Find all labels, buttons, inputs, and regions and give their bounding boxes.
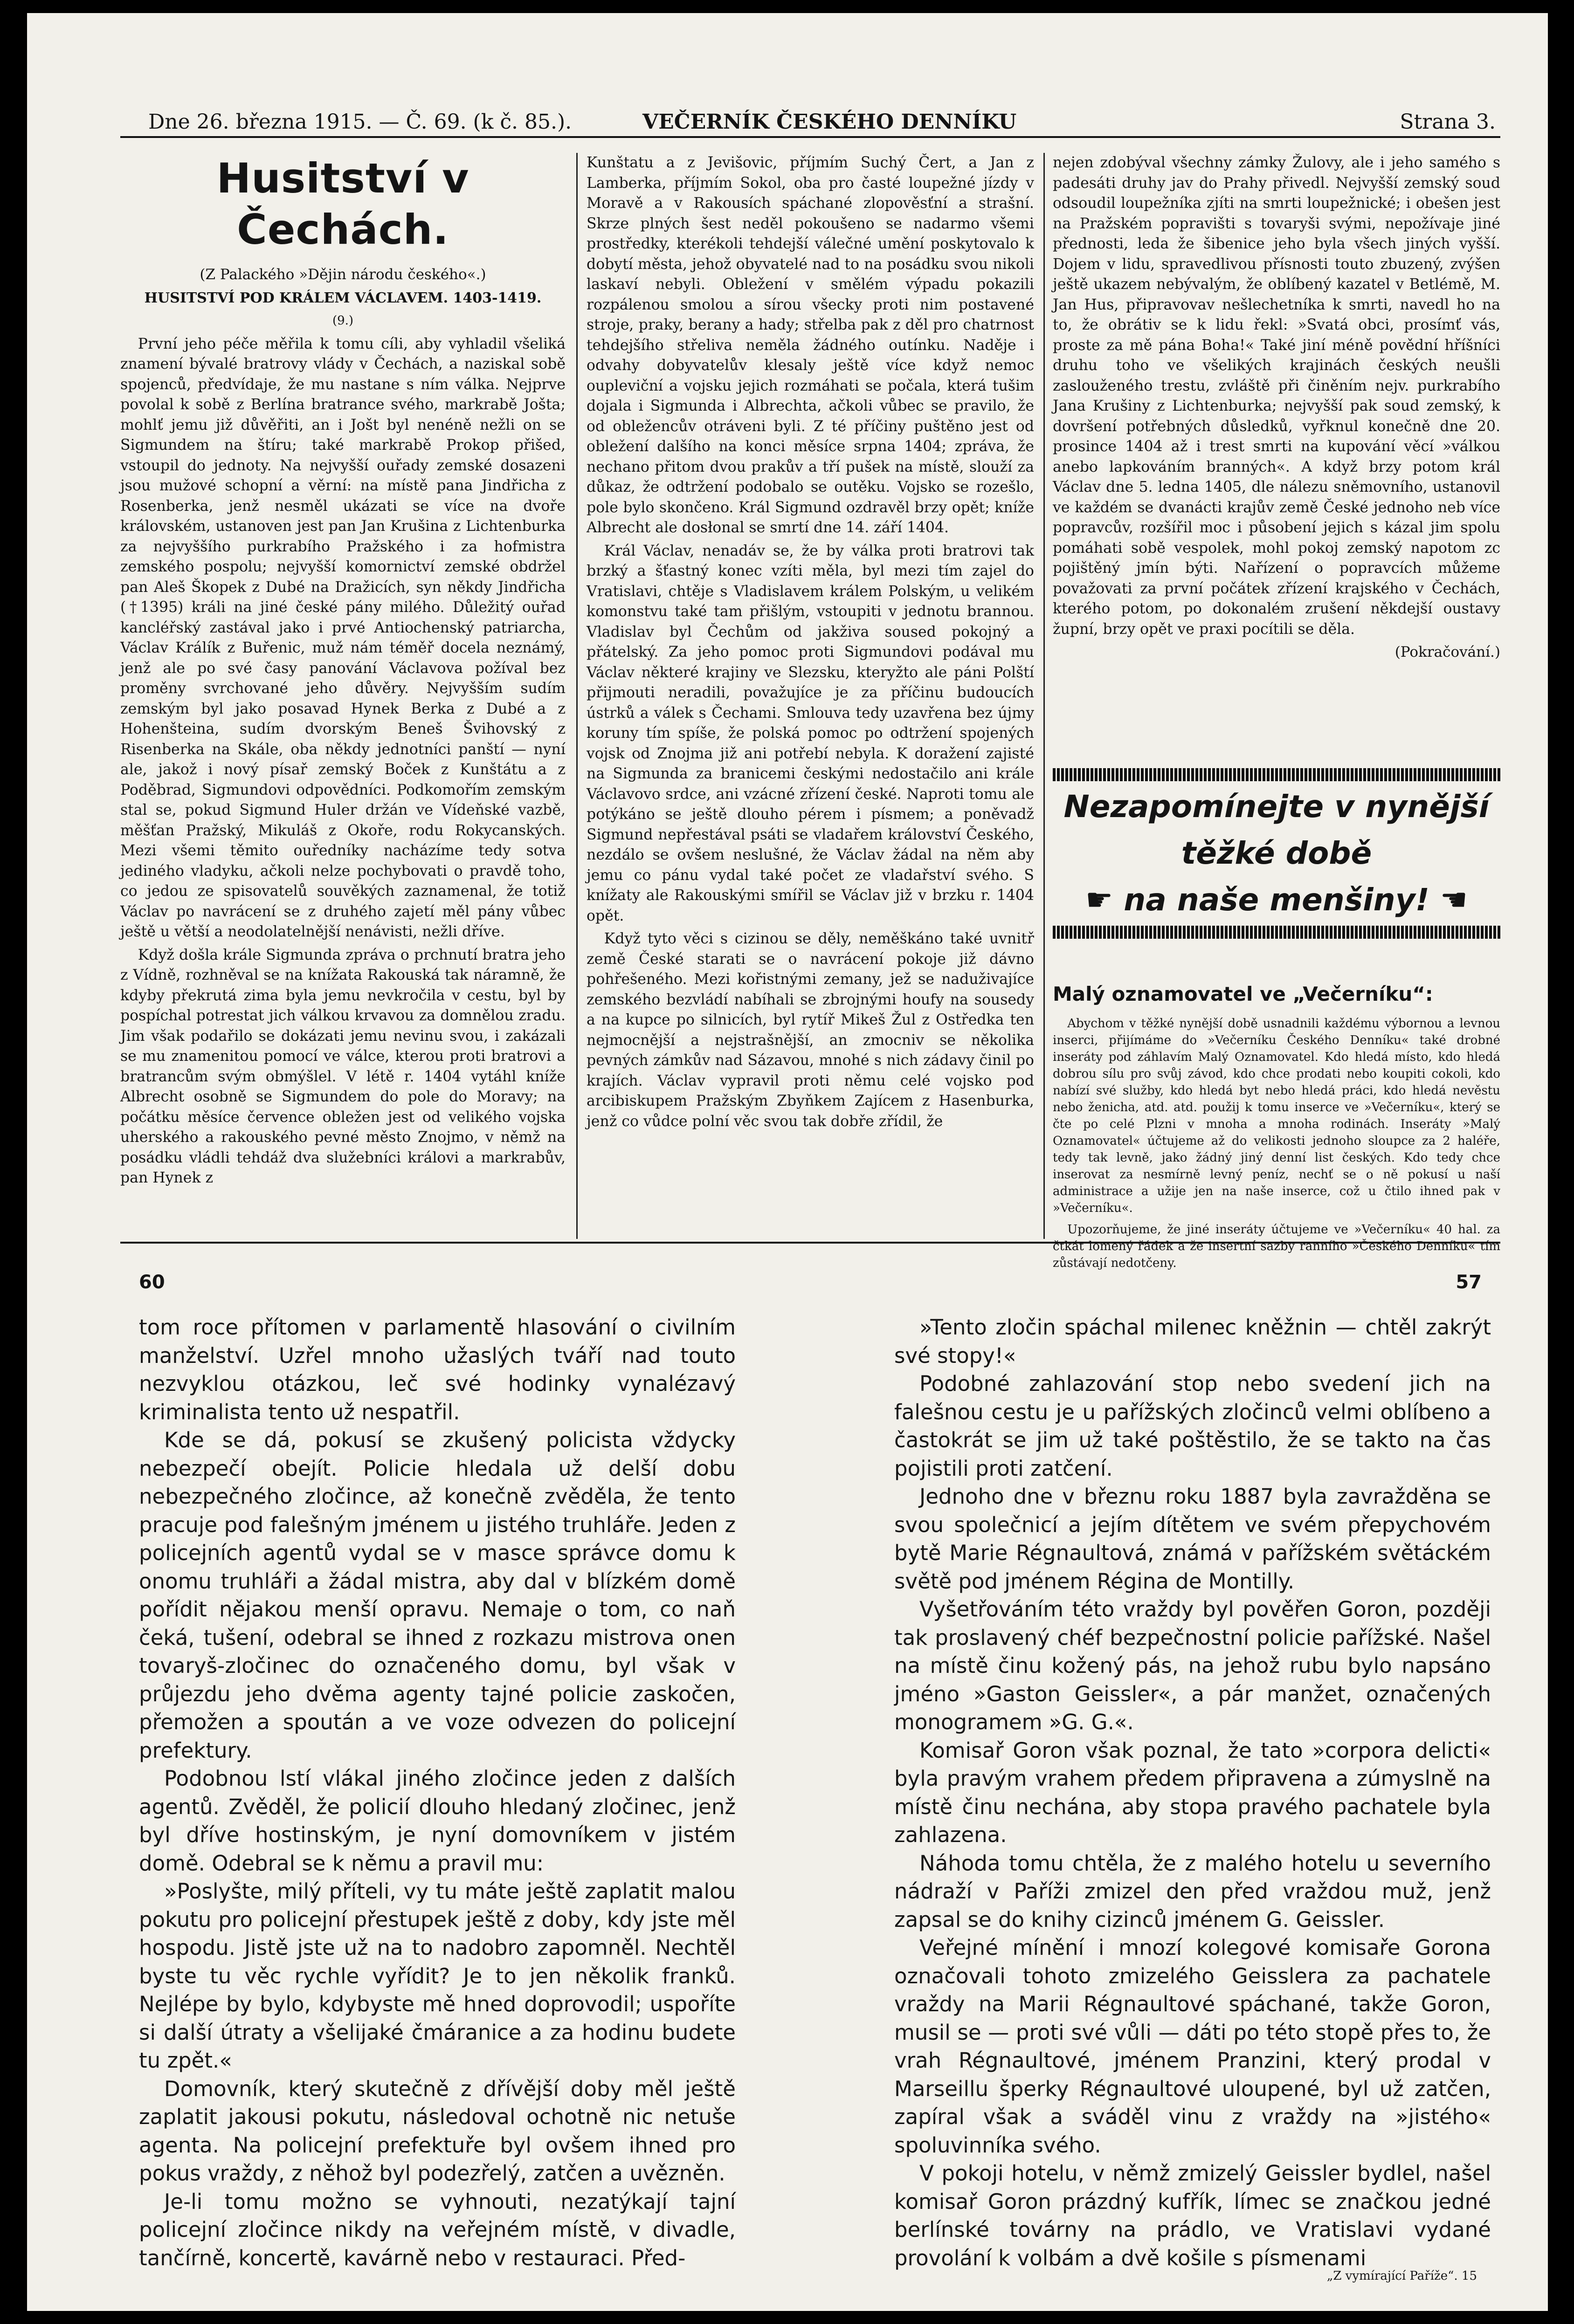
paragraph: Kunštatu a z Jevišovic, příjmím Suchý Čert, a Jan z Lamberka, příjmím Sokol, oba pro časté loupežné jízdy v Moravě a v Rakousích spáchané zlopověsťní a strašní. Skrze plných šest neděl pokoušeno se nadarmo všemi prostředky, kterékoli tehdejší válečné umění poskytovalo k dobytí města, jehož obyvatelé nad to na posádku svou nikoli laskaví nebyli. Obležení v smělém výpadu pokazili rozpálenou smolou a sírou všecky proti nim postavené stroje, praky, berany a hady; střelba pak z děl pro chatrnost tehdejšího střeliva neměla žádného outínku. Naděje i odvahy dobyvatelův klesaly ještě více když nemoc oupleviční a vojsku jejich rozmáhati se počala, která tušim dojala i Sigmunda i Albrechta, ačkoli vůbec se pravilo, že od obležencův otráveni byli. Z té příčiny puštěno jest od obležení dalšího na konci měsíce srpna 1404; zpráva, že nechano přitom dvou prakův a tří pušek na místě, slouží za důkaz, že odtržení podobalo se outěku. Vojsko se rozešlo, pole bylo skončeno. Král Sigmund ozdravěl brzy opět; kníže Albrecht ale dosłonal se smrtí dne 14. září 1404. xyxy=(587,154,1034,536)
banner-line-3 xyxy=(1053,879,1500,921)
header-date: Dne 26. března 1915. — Č. 69. (k č. 85.). xyxy=(148,110,572,134)
paragraph: tom roce přítomen v parlamentě hlasování o civilním manželství. Uzřel mnoho užaslých tváří nad touto nezvyklou otázkou, leč své hodinky vynalézavý kriminalista tento už nespatřil. xyxy=(139,1315,736,1424)
hatched-rule xyxy=(1053,926,1500,939)
section-number: (9.) xyxy=(332,314,354,328)
paragraph: Když tyto věci s cizinou se děly, neměškáno také uvnitř země České starati se o navrácení pokoje již dávno pohřešeného. Mezi kořistnými zemany, jež se naduživajíce zemského bezvládí nabíhali se zbrojnými houfy na sousedy a na kupce po silnicích, byl rytíř Mikeš Žul z Ostředka ten nejmocnější a nejstrašnější, an zmocniv se několika pevných zámkův nad Sázavou, mnohé s nich zádavy činil po krajích. Václav vypravil proti němu celé vojsko pod arcibiskupem Pražským Zbyňkem Zajícem z Hasenburka, jenž co vůdce polní věc svou tak dobře zřídil, že xyxy=(587,930,1034,1130)
book-page-left xyxy=(111,1272,736,2297)
hatched-rule xyxy=(1053,768,1500,781)
article-column-2 xyxy=(587,153,1034,1239)
left-page-text xyxy=(139,1313,736,2274)
paragraph: »Poslyšte, milý příteli, vy tu máte ještě zaplatit malou pokutu pro policejní přestupek ještě z doby, kdy jste měl hospodu. Jistě jste už na to nadobro zapomněl. Nechtěl byste tu věc rychle vyřídit? Je to jen několik franků. Nejlépe by bylo, kdybyste mě hned doprovodil; uspoříte si další útraty a všelijaké čmáranice a za hodinu budete tu zpět.« xyxy=(139,1879,736,2073)
ad-paragraph: Abychom v těžké nynější době usnadnili každému výbornou a levnou inserci, přijímáme do »Večerníku Českého Denníku« také drobné inseráty pod záhlavím Malý Oznamovatel. Kdo hledá místo, kdo hledá dobrou sílu pro svůj závod, kdo chce prodati nebo koupiti cokoli, kdo nabízí své služby, kdo hledá byt nebo hledá práci, kdo hledá nevěstu nebo ženicha, atd. atd. použij k tomu inserce ve »Večerníku«, který se čte po celé Plzni v mnoha a mnoha rodinách. Inseráty »Malý Oznamovatel« účtujeme až do velikosti jednoho sloupce za 2 haléře, tedy tak levně, jako žádný jiný denní list českých. Kdo tedy chce inserovat za nesmírně levný peníz, nechť se o ně pokusí u naší administrace a užije jen na naše inserce, což u čtilo ihned pak v »Večerníku«. xyxy=(1053,1017,1500,1215)
left-page-number: 60 xyxy=(139,1272,165,1293)
hand-pointer-icon: ☛ xyxy=(1085,882,1124,918)
article-source: (Z Palackého »Dějin národu českého«.) xyxy=(200,266,486,283)
column-rule xyxy=(1043,153,1045,1239)
newspaper-page xyxy=(120,106,1500,1270)
header-masthead: VEČERNÍK ČESKÉHO DENNÍKU xyxy=(642,110,1017,134)
paragraph: »Tento zločin spáchal milenec kněžnin — chtěl zakrýt své stopy!« xyxy=(894,1315,1491,1368)
newspaper-header xyxy=(120,106,1500,138)
banner-line-3-text: na naše menšiny! xyxy=(1124,882,1429,918)
paragraph: Král Václav, nenadáv se, že by válka proti bratrovi tak brzký a šťastný konec vzíti měla, byl mezi tím zajel do Vratislavi, chtěje s Vladislavem králem Polským, u velikém komonstvu také tam přišlým, vstoupiti v jednotu brannou. Vladislav byl Čechům od jakživa soused pokojný a přátelský. Za jeho pomoc proti Sigmundovi podával mu Václav některé krajiny ve Slezsku, kteryžto ale páni Polští přijmouti neradili, považujíce je za příčinu budoucích ústrků a válek s Čechami. Smlouva tedy uzavřena bez újmy koruny tím spíše, že polská pomoc po odtržení spojených vojsk od Znojma již ani potřebí nebyla. K doražení zajisté na Sigmunda za branicemi českými nedostačilo ani krále Václavovo srdce, ani vzácné zřízení české. Naproti tomu ale potýkáno se ještě dlouho pérem i písmem; a poněvadž Sigmund nepřestával psáti se vladařem království Českého, nezdálo se ovšem neslušné, že Václav žádal na něm aby jemu co pánu vydal také počet ze vladařství svého. S knížaty ale Rakouskými smířil se Václav již v brzku r. 1404 opět. xyxy=(587,542,1034,924)
bottom-rule xyxy=(120,1242,1500,1244)
banner-line-1: Nezapomínejte v nynější xyxy=(1063,789,1490,825)
article-column-1 xyxy=(120,153,566,1239)
article-column-3 xyxy=(1053,153,1500,745)
ad-title: Malý oznamovatel ve „Večerníku“: xyxy=(1053,983,1433,1005)
header-page-number: Strana 3. xyxy=(1400,110,1496,134)
paragraph: Podobnou lstí vlákal jiného zločince jeden z dalších agentů. Zvěděl, že policií dlouho hledaný zločinec, jenž byl dříve hostinským, je nyní domovníkem v jistém domě. Odebral se k němu a pravil mu: xyxy=(139,1766,736,1876)
scanned-sheet xyxy=(27,13,1548,2311)
paragraph: Domovník, který skutečně z dřívější doby měl ještě zaplatit jakousi pokutu, následoval ochotně nic netuše agenta. Na policejní prefektuře byl ovšem ihned pro pokus vraždy, z něhož byl podezřelý, zatčen a uvězněn. xyxy=(139,2076,736,2186)
article-title: Husitství v Čechách. xyxy=(216,154,469,254)
paragraph: Veřejné mínění i mnozí kolegové komisaře Gorona označovali tohoto zmizelého Geisslera za pachatele vraždy na Marii Régnaultové spáchané, takže Goron, musil se — proti své vůli — dáti po této stopě přes to, že vrah Régnaultové, jménem Pranzini, který prodal v Marseillu šperky Régnaultové uloupené, byl už zatčen, zapíral však a sváděl vinu z vraždy na »jistého« spoluvinníka svého. xyxy=(894,1935,1491,2158)
paragraph: Je-li tomu možno se vyhnouti, nezatýkají tajní policejní zločince nikdy na veřejném místě, v divadle, tančírně, koncertě, kavárně nebo v restauraci. Před- xyxy=(139,2189,736,2270)
ad-paragraph: Upozorňujeme, že jiné inseráty účtujeme ve »Večerníku« 40 hal. za čtkát lomený řádek a že insertní sazby ranního »Českého Denníku« tím zůstávají nedotčeny. xyxy=(1053,1223,1500,1270)
section-title: HUSITSTVÍ POD KRÁLEM VÁCLAVEM. 1403-1419. xyxy=(144,289,542,306)
right-page-text xyxy=(894,1313,1491,2274)
paragraph: Jednoho dne v březnu roku 1887 byla zavražděna se svou společnicí a jejím dítětem ve svém přepychovém bytě Marie Régnaultová, známá v pařížském světáckém světě pod jménem Régina de Montilly. xyxy=(894,1484,1491,1594)
paragraph: nejen zdobýval všechny zámky Žulovy, ale i jeho samého s padesáti druhy jav do Prahy přivedl. Nejvyšší zemský soud odsoudil loupežníka zjíti na smrti loupežnické; i obešen jest na Pražském popravišti s tovaryši svými, nepožívaje jiné přednosti, leda že šibenice jeho byla všech jiných vyšší. Dojem v lidu, spravedlivou přísnosti touto zbuzený, zvýšen ještě ukazem nebývalým, že oblíbený kazatel v Betlémě, M. Jan Hus, připravovav nešlechetníka k smrti, navedl ho na to, že obrátiv se k lidu řekl: »Svatá obci, prosímť vás, proste za mě pána Boha!« Také jiní méně povědní hříšníci druhu toho ve všelikých krajinách českých neušli zaslouženého trestu, zvláště při činěním nejv. purkrabího Jana Krušiny z Lichtenburka; nejvyšší pak soud zemský, k dovršení potřebných důsledků, vyřknul konečně dne 20. prosince 1404 až i trest smrti na kupování věcí »válkou anebo lapkováním branných«. A když brzy potom král Václav dne 5. ledna 1405, dle nálezu sněmovního, ustanovil ve každém se dvanácti krajův země České jednoho neb více popravcův, rozšířil moc i působení jejich s kázal jim spolu pomáhati sobě vespolek, mohl pokoj zemský napotom zc pojištěný jmín býti. Nařízení o popravcích můžeme považovati za první počátek zřízení krajského v Čechách, kterého potom, po dokonalém zrušení někdejší oustavy župní, brzy opět ve praxi pocítili se děla. xyxy=(1053,154,1500,638)
book-footer: „Z vymírající Paříže“. 15 xyxy=(1326,2269,1477,2283)
continuation-note: (Pokračování.) xyxy=(1395,644,1500,660)
paragraph: Podobné zahlazování stop nebo svedení jich na falešnou cestu je u pařížských zločinců velmi oblíbeno a častokrát se jim už také poštěstilo, že se takto na čas pojistili proti zatčení. xyxy=(894,1371,1491,1481)
book-page-right xyxy=(866,1272,1491,2297)
banner-line-2: těžké době xyxy=(1181,835,1372,871)
column-rule xyxy=(576,153,578,1239)
minority-banner xyxy=(1053,768,1500,955)
right-page-number: 57 xyxy=(1456,1272,1482,1293)
paragraph: Komisař Goron však poznal, že tato »corpora delicti« byla pravým vrahem předem připravena a zúmyslně na místě činu nechána, aby stopa pravého pachatele byla zahlazena. xyxy=(894,1738,1491,1847)
ad-text xyxy=(1053,1015,1500,1270)
paragraph: První jeho péče měřila k tomu cíli, aby vyhladil všeliká znamení bývalé bratrovy vlády v Čechách, a naziskal sobě spojenců, předvídaje, že mu nastane s ním válka. Nejprve povolal k sobě z Berlína bratrance svého, markrabě Jošta; mohlť jemu již důvěřiti, an i Jošt byl nenéně nežli on se Sigmundem na štíru; také markrabě Prokop přišed, vstoupil do jednoty. Na nejvyšší ouřady zemské dosazeni jsou mužové schopní a věrní: na místě pana Jindřicha z Rosenberka, jenž nesměl ukázati se více na dvoře královském, ustanoven jest pan Jan Krušina z Lichtenburka za nejvyššího purkrabího Pražského i za hofmistra zemského pospolu; nejvyšší komornictví zemské obdržel pan Aleš Škopek z Dubé na Dražicích, syn někdy Jindřicha (†1395) králi na jiné české pány milého. Důležitý ouřad kancléřský zastával jako i prvé Antiochenský patriarcha, Václav Králík z Buřenic, muž nám téměř docela neznámý, jenž ale po své časy panování Václavova požíval bez proměny svrchované jeho důvěry. Nejvyšším sudím zemským byl jako posavad Hynek Berka z Dubé a z Hohenšteina, sudím dvorským Beneš Švihovský z Risenberka na Skále, oba někdy jednotníci panští — nyní ale, jakož i nový písař zemský Boček z Kunštátu a z Poděbrad, Sigmundovi odpovědníci. Podkomořím zemským stal se, pokud Sigmund Huler držán ve Vídeňské vazbě, měšťan Pražský, Mikuláš z Okoře, rodu Rokycanských. Mezi všemi těmito ouředníky nacházíme tedy sotva jediného vladyku, ačkoli nelze pochybovati o pravdě toho, co jedou ze spisovatelů souvěkých zaznamenal, že totiž Václav po navrácení se z druhého zajetí měl pány vůbec ještě u větší a neodolatelnější nenávisti, nežli dříve. xyxy=(120,335,566,940)
paragraph: V pokoji hotelu, v němž zmizelý Geissler bydlel, našel komisař Goron prázdný kufřík, límec se značkou jedné berlínské továrny na prádlo, ve Vratislavi vydané provolání k volbám a dvě košile s písmenami xyxy=(894,2161,1491,2270)
paragraph: Kde se dá, pokusí se zkušený policista vždycky nebezpečí obejít. Policie hledala už delší dobu nebezpečného zločince, až konečně zvěděla, že tento pracuje pod falešným jménem u jistého truhláře. Jeden z policejních agentů vydal se v masce správce domu k onomu truhláři a žádal mistra, aby dal v blízkém domě pořídit nějakou menší opravu. Nemaje o tom, co naň čeká, tušení, odebral se ihned z rozkazu mistrova onen tovaryš-zločinec do označeného domu, byl však v průjezdu jeho dvěma agenty tajné policie zaskočen, přemožen a spoután a ve voze odvezen do policejní prefektury. xyxy=(139,1428,736,1763)
paragraph: Když došla krále Sigmunda zpráva o prchnutí bratra jeho z Vídně, rozhněval se na knížata Rakouská tak náramně, že kdyby překrutá zima byla jemu nevkročila v cestu, byl by pospíchal potrestat jich válkou krvavou za domnělou zradu. Jim však podařilo se dokázati jemu nevinu svou, i zakázali se mu znamenitou pomocí ve válce, kterou proti bratrovi a bratrancům svým obmýšlel. V létě r. 1404 vytáhl kníže Albrecht osobně se Sigmundem do pole do Moravy; na počátku měsíce července obležen jest od velikého vojska uherského a rakouského pevné město Znojmo, v němž na posádku vládli tehdáž dva služebníci královi a markrabův, pan Hynek z xyxy=(120,946,566,1186)
paragraph: Vyšetřováním této vraždy byl pověřen Goron, později tak proslavený chéf bezpečnostní policie pařížské. Našel na místě činu kožený pás, na jehož rubu bylo napsáno jméno »Gaston Geissler«, a pár manžet, označených monogramem »G. G.«. xyxy=(894,1597,1491,1734)
paragraph: Náhoda tomu chtěla, že z malého hotelu u severního nádraží v Paříži zmizel den před vraždou muž, jenž zapsal se do knihy cizinců jménem G. Geissler. xyxy=(894,1850,1491,1932)
hand-pointer-icon: ☚ xyxy=(1429,882,1468,918)
